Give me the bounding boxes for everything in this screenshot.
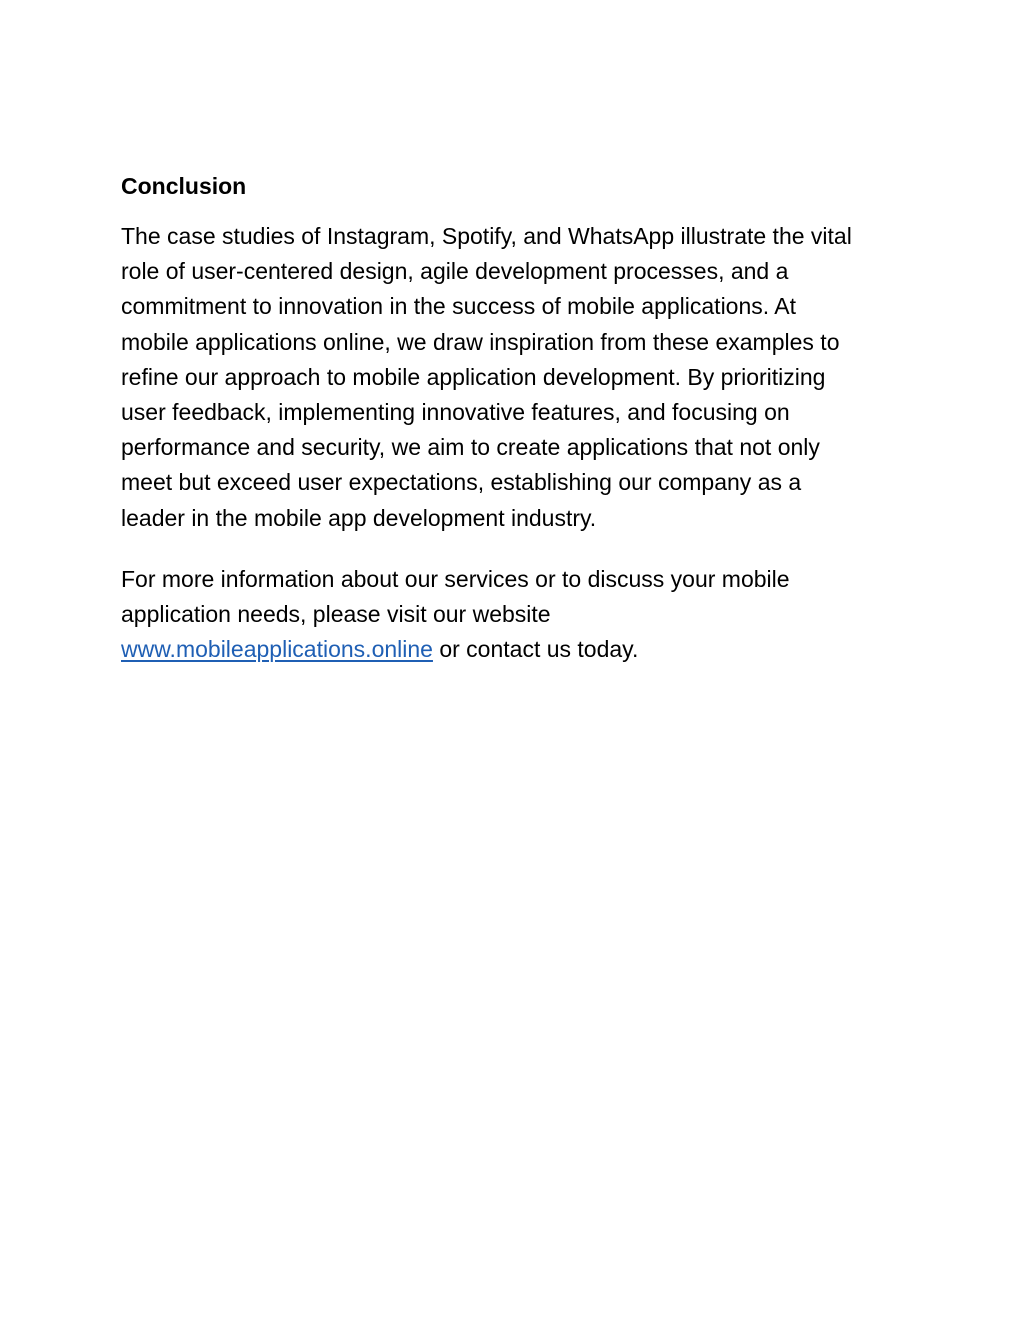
paragraph-line: user feedback, implementing innovative features, and focusing on — [121, 398, 790, 425]
link-suffix-text: or contact us today. — [432, 636, 639, 663]
website-link[interactable]: www.mobileapplications.online — [121, 636, 433, 663]
paragraph-line: application needs, please visit our website — [121, 600, 551, 627]
paragraph-line: The case studies of Instagram, Spotify, and WhatsApp illustrate the vital — [121, 223, 852, 249]
paragraph-line-with-link — [121, 632, 911, 667]
paragraph-line: performance and security, we aim to create applications that not only — [121, 434, 820, 461]
paragraph-line: For more information about our services or to discuss your mobile — [121, 565, 790, 592]
paragraph-line: refine our approach to mobile application development. By prioritizing — [121, 363, 826, 390]
conclusion-paragraph — [121, 219, 911, 536]
paragraph-line: meet but exceed user expectations, establishing our company as a — [121, 469, 802, 496]
contact-paragraph — [121, 562, 911, 668]
paragraph-line: commitment to innovation in the success of mobile applications. At — [121, 293, 797, 320]
document-content — [121, 170, 911, 667]
section-heading: Conclusion — [121, 173, 247, 199]
paragraph-line: mobile applications online, we draw inspiration from these examples to — [121, 328, 840, 355]
paragraph-line: role of user-centered design, agile development processes, and a — [121, 258, 789, 285]
paragraph-line: leader in the mobile app development industry. — [121, 504, 597, 531]
